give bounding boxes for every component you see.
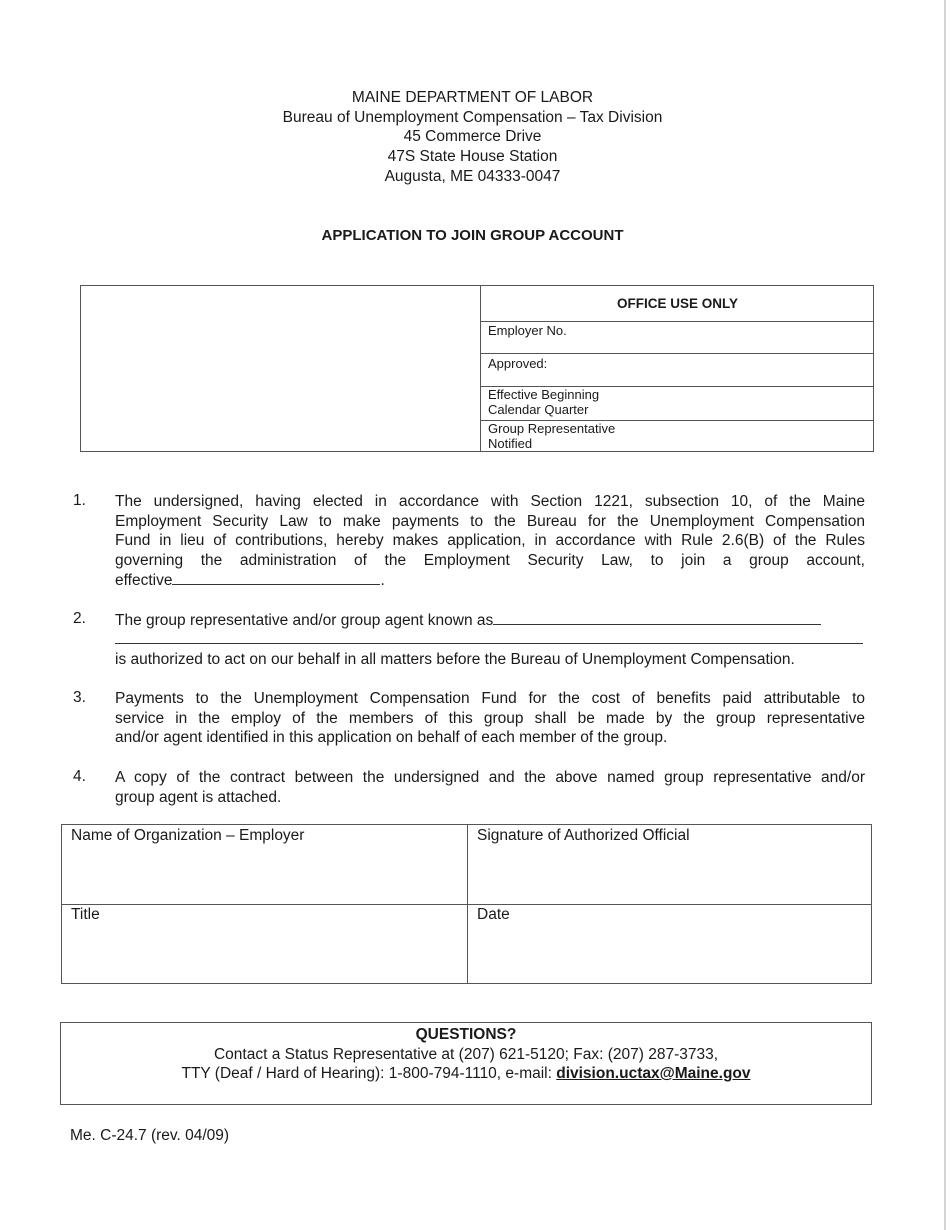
email-link[interactable]: division.uctax@Maine.gov <box>556 1065 751 1082</box>
approved-field[interactable] <box>481 354 874 387</box>
item-2-text <box>115 610 865 669</box>
employer-no-field[interactable] <box>481 322 874 354</box>
item-number: 4. <box>73 768 86 785</box>
effective-label-line2: Calendar Quarter <box>488 402 589 417</box>
effective-label-line1: Effective Beginning <box>488 387 600 402</box>
date-field[interactable] <box>477 906 510 924</box>
effective-quarter-field[interactable] <box>481 387 874 421</box>
effective-label: effective <box>115 572 173 590</box>
header-line: MAINE DEPARTMENT OF LABOR <box>351 89 594 106</box>
approved-label: Approved: <box>488 356 548 371</box>
office-use-heading: OFFICE USE ONLY <box>481 286 874 322</box>
divider <box>62 904 871 905</box>
item-4-text <box>115 768 865 807</box>
org-name-field[interactable] <box>71 827 304 845</box>
item-4-line: A copy of the contract between the undersigned and the above named group representative and/or <box>115 769 865 786</box>
header-line: Bureau of Unemployment Compensation – Tax Division <box>282 108 663 126</box>
title-field[interactable] <box>71 906 100 924</box>
signature-table <box>61 824 872 984</box>
date-label: Date <box>477 906 510 923</box>
header-line: 47S State House Station <box>387 148 558 166</box>
group-rep-notified-field[interactable] <box>481 421 874 452</box>
tty-text: TTY (Deaf / Hard of Hearing): 1-800-794-1110, e-mail: <box>181 1065 557 1082</box>
item-1-line: governing the administration of the Employment Security Law, to join a group account, <box>115 551 865 569</box>
period: . <box>380 572 385 590</box>
questions-heading: QUESTIONS? <box>415 1026 517 1043</box>
header-line: Augusta, ME 04333-0047 <box>384 167 561 185</box>
office-use-panel <box>480 286 874 452</box>
group-agent-name-input[interactable] <box>493 610 821 625</box>
org-name-label: Name of Organization – Employer <box>71 827 305 844</box>
item-3-line: Payments to the Unemployment Compensation Fund for the cost of benefits paid attributable to <box>115 690 865 707</box>
questions-box <box>60 1022 872 1105</box>
item-number: 1. <box>73 492 86 509</box>
effective-date-input[interactable] <box>172 570 380 585</box>
group-rep-label-line1: Group Representative <box>488 421 616 436</box>
item-3-text <box>115 689 865 748</box>
item-3-line: and/or agent identified in this application on behalf of each member of the group. <box>115 729 668 747</box>
agency-header <box>0 88 945 187</box>
item-number: 3. <box>73 689 86 706</box>
item-1-line: Fund in lieu of contributions, hereby makes application, in accordance with Rule 2.6(B) of the Rules <box>115 532 865 550</box>
signature-label: Signature of Authorized Official <box>477 827 690 844</box>
item-2-line: is authorized to act on our behalf in all matters before the Bureau of Unemployment Compensation. <box>115 650 795 668</box>
item-number: 2. <box>73 610 86 627</box>
title-label: Title <box>71 906 100 923</box>
item-1-last-line <box>115 570 865 591</box>
top-box <box>80 285 874 452</box>
item-1-line: The undersigned, having elected in accordance with Section 1221, subsection 10, of the Maine <box>115 493 865 510</box>
form-title: APPLICATION TO JOIN GROUP ACCOUNT <box>321 227 624 244</box>
tty-line <box>61 1064 871 1084</box>
item-3-line: service in the employ of the members of this group shall be made by the group representative <box>115 709 865 727</box>
signature-field[interactable] <box>477 827 690 845</box>
employer-no-label: Employer No. <box>488 323 567 338</box>
group-rep-label-line2: Notified <box>488 436 533 451</box>
item-1-text <box>115 492 865 591</box>
header-line: 45 Commerce Drive <box>403 128 542 146</box>
item-1-line: Employment Security Law to make payments to the Bureau for the Unemployment Compensation <box>115 512 865 530</box>
contact-line: Contact a Status Representative at (207) 621-5120; Fax: (207) 287-3733, <box>213 1045 719 1063</box>
form-number: Me. C-24.7 (rev. 04/09) <box>70 1127 230 1144</box>
item-2-first-line <box>115 610 865 631</box>
item-4-line: group agent is attached. <box>115 788 282 806</box>
group-agent-label: The group representative and/or group agent known as <box>115 612 494 629</box>
group-agent-name-input-line2[interactable] <box>115 631 863 644</box>
